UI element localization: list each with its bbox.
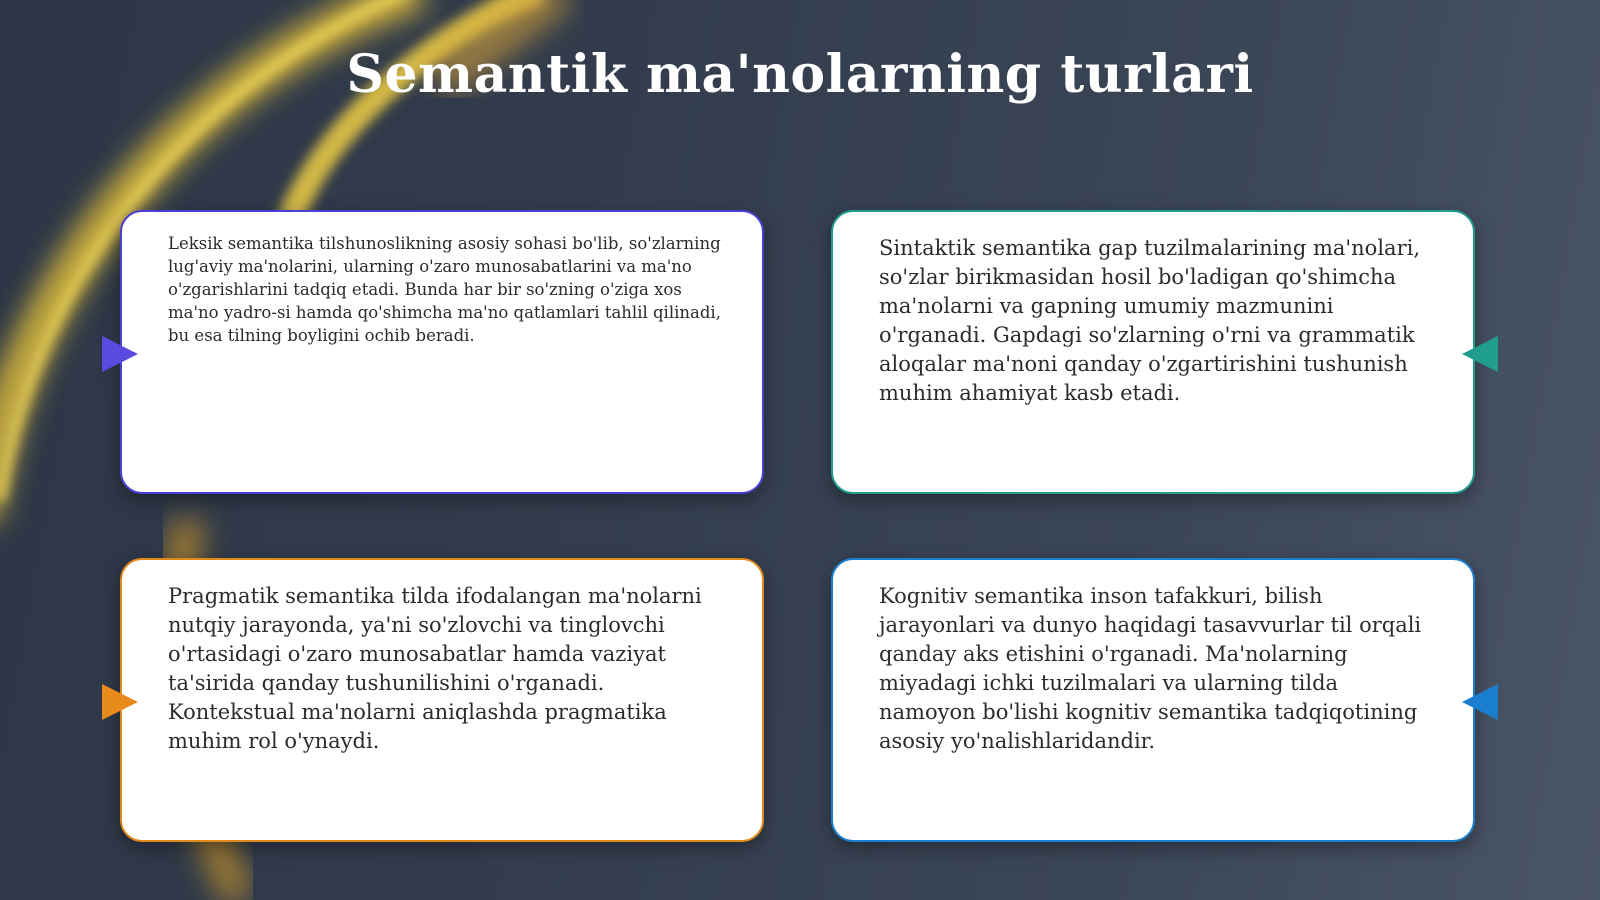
page-title: Semantik ma'nolarning turlari <box>346 44 1254 105</box>
card-pragmatik-semantika <box>120 558 764 842</box>
card-sintaktik-semantika <box>831 210 1475 494</box>
card-kognitiv-semantika <box>831 558 1475 842</box>
triangle-marker-icon <box>1462 336 1498 372</box>
triangle-marker-icon <box>1462 684 1498 720</box>
card-leksik-semantika <box>120 210 764 494</box>
triangle-marker-icon <box>102 684 138 720</box>
card-text: Leksik semantika tilshunoslikning asosiy sohasi bo'lib, so'zlarning lug'aviy ma'nolarini, ularning o'zaro munosabatlarini va ma'no o'zgarishlarini tadqiq etadi. Bunda har bir so'zning o'ziga xos ma'no yadro-si hamda qo'shimcha ma'no qatlamlari tahlil qilinadi, bu esa tilning boyligini ochib beradi. <box>168 234 721 345</box>
card-text: Kognitiv semantika inson tafakkuri, bilish jarayonlari va dunyo haqidagi tasavvurlar til orqali qanday aks etishini o'rganadi. Ma'nolarning miyadagi ichki tuzilmalari va ularning tilda namoyon bo'lishi kognitiv semantika tadqiqotining asosiy yo'nalishlaridandir. <box>879 584 1422 753</box>
triangle-marker-icon <box>102 336 138 372</box>
card-text: Sintaktik semantika gap tuzilmalarining ma'nolari, so'zlar birikmasidan hosil bo'ladigan qo'shimcha ma'nolarni va gapning umumiy mazmunini o'rganadi. Gapdagi so'zlarning o'rni va grammatik aloqalar ma'noni qanday o'zgartirishini tushunish muhim ahamiyat kasb etadi. <box>879 236 1420 405</box>
card-text: Pragmatik semantika tilda ifodalangan ma'nolarni nutqiy jarayonda, ya'ni so'zlovchi va tinglovchi o'rtasidagi o'zaro munosabatlar hamda vaziyat ta'sirida qanday tushunilishini o'rganadi. Kontekstual ma'nolarni aniqlashda pragmatika muhim rol o'ynaydi. <box>168 584 702 753</box>
